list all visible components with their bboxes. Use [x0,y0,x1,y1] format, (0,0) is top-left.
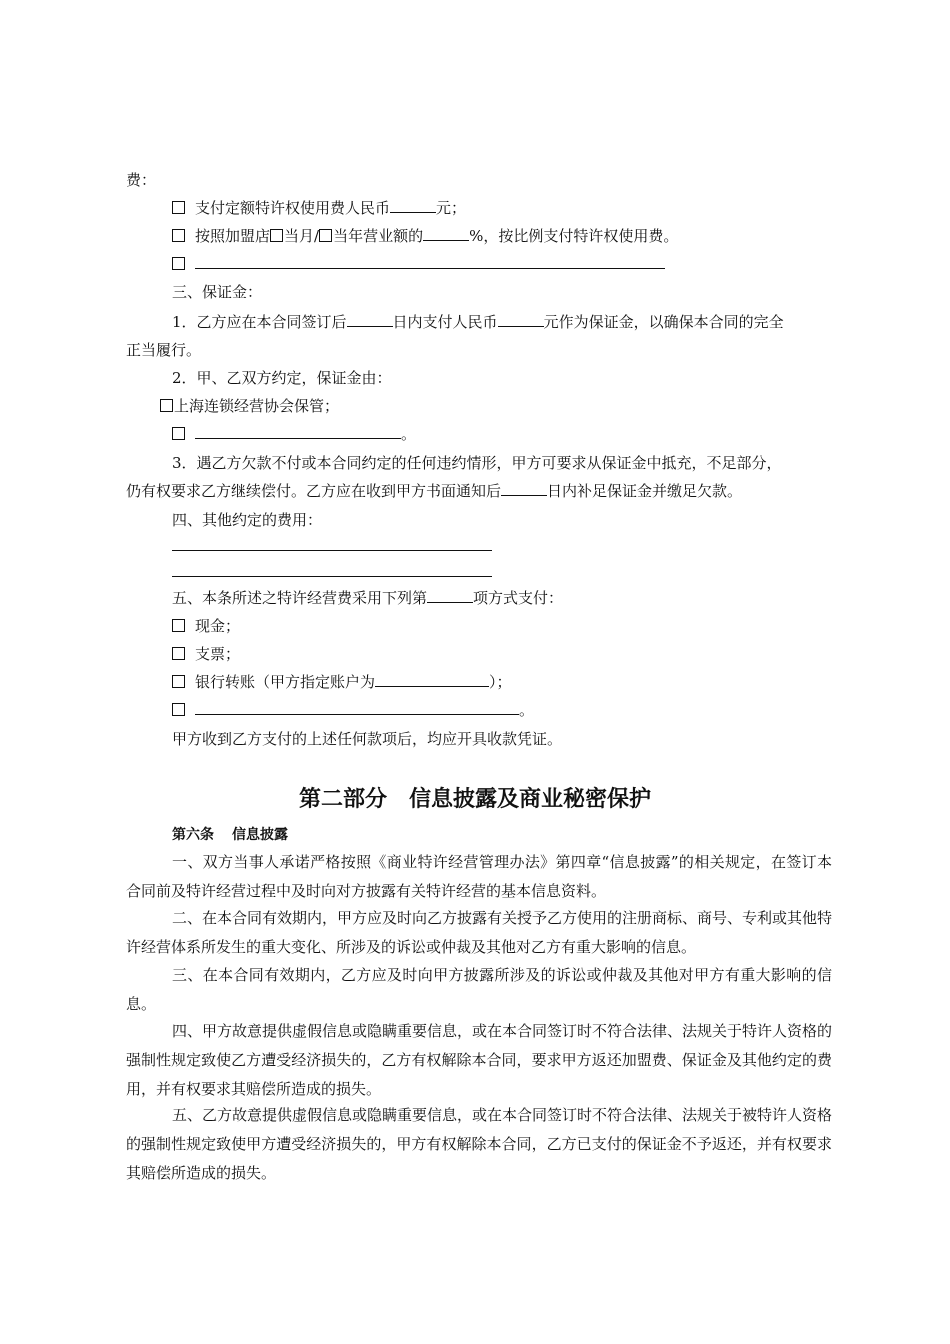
article-number: 第六条 [172,827,214,843]
checkbox[interactable] [172,703,185,716]
checkbox[interactable] [172,675,185,688]
disclosure-paragraph-4: 四、甲方故意提供虚假信息或隐瞒重要信息，或在本合同签订时不符合法律、法规关于特许人资格的强制性规定致使乙方遭受经济损失的，乙方有权解除本合同，要求甲方返还加盟费、保证金及其他约定的费用，并有权要求其赔偿所造成的损失。 [126,1022,833,1098]
checkbox[interactable] [172,427,185,440]
checkbox[interactable] [160,399,173,412]
receipt-clause: 甲方收到乙方支付的上述任何款项后，均应开具收款凭证。 [172,730,563,748]
deposit-clause-2: 2．甲、乙双方约定，保证金由： [172,369,392,387]
deposit-clause-3: 3．遇乙方欠款不付或本合同约定的任何违约情形，甲方可要求从保证金中抵充，不足部分， [172,454,782,472]
payment-method-heading: 五、本条所述之特许经营费采用下列第 项方式支付： [172,589,564,607]
blank-days[interactable] [501,481,547,496]
blank-other[interactable] [195,254,665,269]
deposit-clause-1: 1．乙方应在本合同签订后 日内支付人民币 元作为保证金，以确保本合同的完全 [172,313,784,331]
disclosure-paragraph-2: 二、在本合同有效期内，甲方应及时向乙方披露有关授予乙方使用的注册商标、商号、专利或其他特许经营体系所发生的重大变化、所涉及的诉讼或仲裁及其他对乙方有重大影响的信息。 [126,909,833,956]
option-fixed-fee: 支付定额特许权使用费人民币 元； [172,197,466,219]
deposit-option-association: 上海连锁经营协会保管； [160,395,339,417]
checkbox[interactable] [172,201,185,214]
blank-account[interactable] [375,672,489,687]
deposit-clause-1-cont: 正当履行。 [126,341,202,359]
checkbox-month[interactable] [270,229,283,242]
option-other-fee [172,253,665,275]
fee-label: 费： [126,171,157,189]
disclosure-paragraph-1: 一、双方当事人承诺严格按照《商业特许经营管理办法》第四章“信息披露”的相关规定，在签订本合同前及特许经营过程中及时向对方披露有关特许经营的基本信息资料。 [126,853,832,900]
deposit-clause-3-cont: 仍有权要求乙方继续偿付。乙方应在收到甲方书面通知后 日内补足保证金并缴足欠款。 [126,482,743,500]
deposit-heading: 三、保证金： [172,283,263,301]
blank-other-fees-1[interactable] [172,550,492,551]
blank-days[interactable] [347,312,393,327]
disclosure-paragraph-3: 三、在本合同有效期内，乙方应及时向甲方披露所涉及的诉讼或仲裁及其他对甲方有重大影响的信息。 [126,966,832,1013]
blank-other-method[interactable] [195,700,519,715]
checkbox[interactable] [172,619,185,632]
blank-amount[interactable] [498,312,544,327]
pay-option-other: 。 [172,699,534,721]
article-title: 信息披露 [232,827,288,843]
part-title: 第二部分 信息披露及商业秘密保护 [298,787,651,812]
blank-other-fees-2[interactable] [172,576,492,577]
blank-amount[interactable] [390,198,436,213]
blank-percent[interactable] [423,226,469,241]
checkbox[interactable] [172,229,185,242]
checkbox[interactable] [172,647,185,660]
blank-method[interactable] [427,588,473,603]
blank-custodian[interactable] [195,424,401,439]
article-heading [172,824,288,846]
pay-option-cash: 现金； [172,615,240,637]
pay-option-check: 支票； [172,643,240,665]
other-fees-heading: 四、其他约定的费用： [172,511,323,529]
disclosure-paragraph-5: 五、乙方故意提供虚假信息或隐瞒重要信息，或在本合同签订时不符合法律、法规关于被特许人资格的强制性规定致使甲方遭受经济损失的，甲方有权解除本合同，乙方已支付的保证金不予返还，并有权要求其赔偿所造成的损失。 [126,1106,833,1182]
deposit-option-other: 。 [172,423,416,445]
option-ratio-fee: 按照加盟店 当月/ 当年营业额的 %，按比例支付特许权使用费。 [172,225,678,247]
pay-option-bank: 银行转账（甲方指定账户为 ）； [172,671,512,693]
checkbox[interactable] [172,257,185,270]
checkbox-year[interactable] [319,229,332,242]
